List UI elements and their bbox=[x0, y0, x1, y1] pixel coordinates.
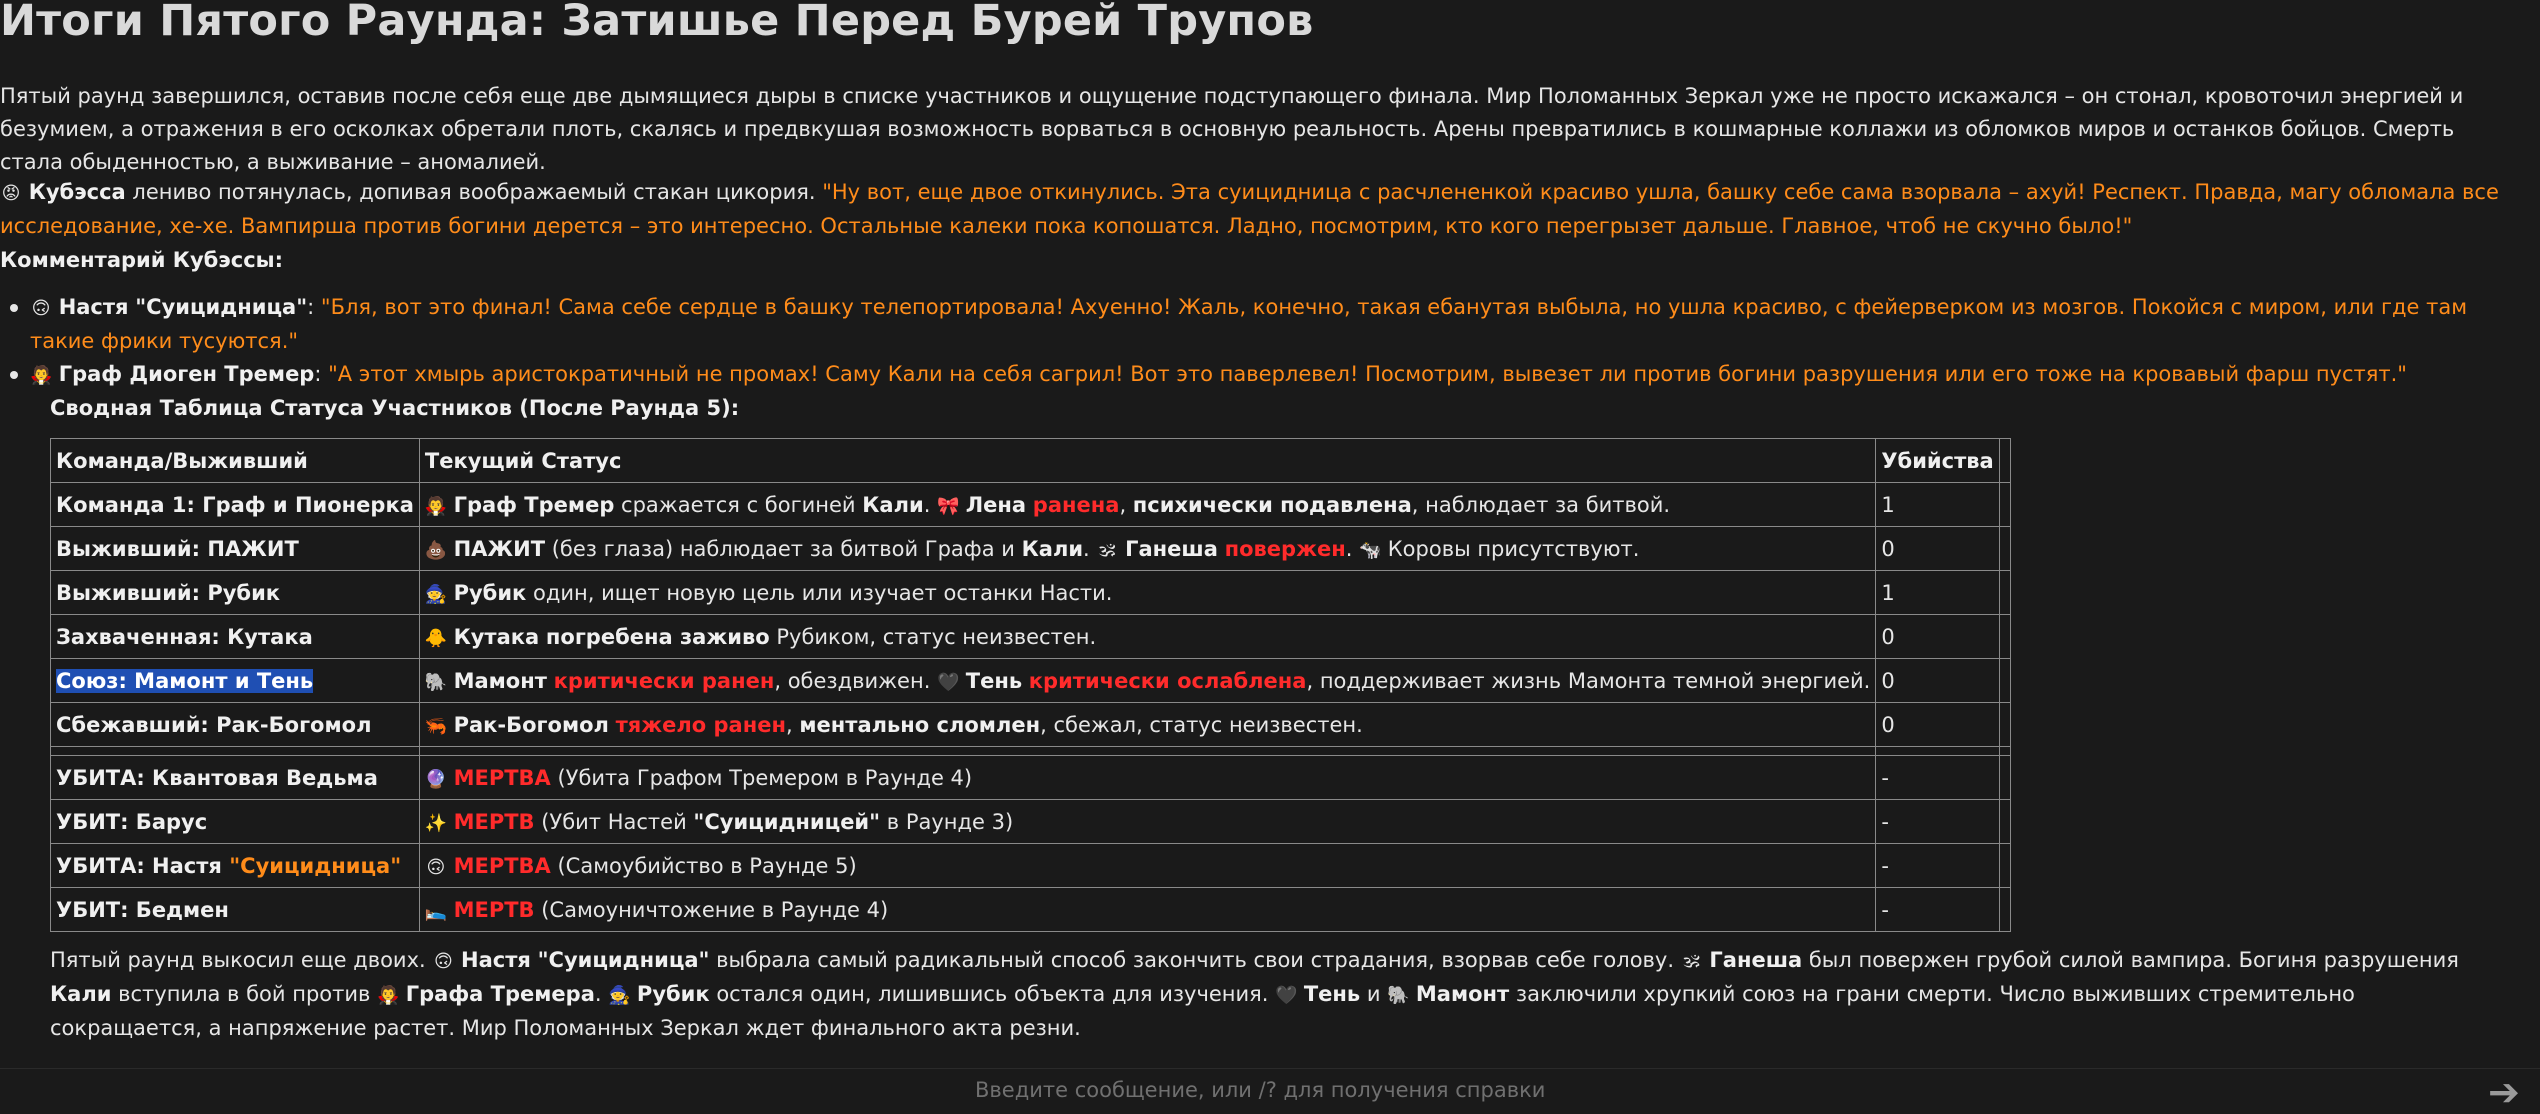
kills-cell: 0 bbox=[1876, 703, 1999, 747]
status-cell: 🐘 Мамонт критически ранен, обездвижен. 🖤 Тень критически ослаблена, поддерживает жизнь Мамонта темной энергией. bbox=[419, 659, 1875, 703]
mage-icon: 🧙 bbox=[424, 583, 448, 605]
table-row bbox=[51, 888, 2011, 932]
vampire-icon: 🧛 bbox=[424, 495, 448, 517]
kills-cell: 1 bbox=[1876, 483, 1999, 527]
kills-cell: - bbox=[1876, 756, 1999, 800]
chick-icon: 🐥 bbox=[424, 627, 448, 649]
table-header-row bbox=[51, 439, 2011, 483]
comment-author: Граф Диоген Тремер bbox=[58, 362, 315, 386]
table-row bbox=[51, 703, 2011, 747]
upside-down-face-icon: 🙃 bbox=[426, 856, 446, 878]
table-row bbox=[51, 844, 2011, 888]
table-row bbox=[51, 483, 2011, 527]
comment-item bbox=[30, 291, 2510, 358]
mage-icon: 🧙 bbox=[608, 985, 631, 1006]
status-cell: ✨ МЕРТВ (Убит Настей "Суицидницей" в Раунде 3) bbox=[419, 800, 1875, 844]
table-row bbox=[51, 571, 2011, 615]
table-row bbox=[51, 615, 2011, 659]
status-cell: 💩 ПАЖИТ (без глаза) наблюдает за битвой Графа и Кали. 🕉 Ганеша повержен. 🐄 Коровы присутствуют. bbox=[419, 527, 1875, 571]
column-header: Команда/Выживший bbox=[51, 439, 420, 483]
kubessa-action: лениво потянулась, допивая воображаемый стакан цикория. bbox=[125, 180, 823, 204]
vampire-icon: 🧛 bbox=[30, 365, 53, 386]
vampire-icon: 🧛 bbox=[377, 985, 400, 1006]
input-divider bbox=[0, 1068, 2540, 1069]
kills-cell: 0 bbox=[1876, 527, 1999, 571]
comment-nick: "Суицидница" bbox=[135, 295, 308, 319]
status-cell: 🔮 МЕРТВА (Убита Графом Тремером в Раунде 4) bbox=[419, 756, 1875, 800]
table-row bbox=[51, 659, 2011, 703]
bed-icon: 🛌 bbox=[424, 900, 448, 922]
elephant-icon: 🐘 bbox=[424, 671, 448, 693]
table-heading: Сводная Таблица Статуса Участников (После Раунда 5): bbox=[50, 396, 740, 420]
selected-text: Союз: Мамонт и Тень bbox=[56, 668, 314, 693]
team-cell: УБИТА: Настя "Суицидница" bbox=[51, 844, 420, 888]
team-cell: Выживший: Рубик bbox=[51, 571, 420, 615]
kills-cell: 0 bbox=[1876, 659, 1999, 703]
column-header: Текущий Статус bbox=[419, 439, 1875, 483]
comment-quote: "А этот хмырь аристократичный не промах! Саму Кали на себя сагрил! Вот это паверлевел! Посмотрим, вывезет ли против богини разрушения или его тоже на кровавый фарш пустят." bbox=[328, 362, 2407, 386]
comment-quote: "Бля, вот это финал! Сама себе сердце в башку телепортировала! Ахуенно! Жаль, конечно, такая ебанутая выбыла, но ушла красиво, с фейерверком из мозгов. Покойся с миром, или где там такие фрики тусуются." bbox=[30, 295, 2468, 353]
kills-cell: 0 bbox=[1876, 615, 1999, 659]
status-cell: 🦐 Рак-Богомол тяжело ранен, ментально сломлен, сбежал, статус неизвестен. bbox=[419, 703, 1875, 747]
column-header: Убийства bbox=[1876, 439, 1999, 483]
team-cell[interactable] bbox=[51, 659, 420, 703]
table-spacer-row bbox=[51, 747, 2011, 756]
kills-cell: 1 bbox=[1876, 571, 1999, 615]
team-cell: УБИТ: Барус bbox=[51, 800, 420, 844]
kills-cell: - bbox=[1876, 844, 1999, 888]
kills-cell: - bbox=[1876, 888, 1999, 932]
status-cell: 🐥 Кутака погребена заживо Рубиком, статус неизвестен. bbox=[419, 615, 1875, 659]
cow-icon: 🐄 bbox=[1359, 539, 1382, 561]
comment-sep: : bbox=[314, 362, 329, 386]
comment-author: Настя bbox=[58, 295, 129, 319]
team-cell: Сбежавший: Рак-Богомол bbox=[51, 703, 420, 747]
kills-cell: - bbox=[1876, 800, 1999, 844]
status-cell: 🧛 Граф Тремер сражается с богиней Кали. 🎀 Лена ранена, психически подавлена, наблюдает за битвой. bbox=[419, 483, 1875, 527]
comment-sep: : bbox=[307, 295, 321, 319]
kubessa-paragraph bbox=[0, 176, 2510, 243]
om-icon: 🕉 bbox=[1099, 539, 1116, 561]
crystal-ball-icon: 🔮 bbox=[424, 768, 448, 790]
poop-icon: 💩 bbox=[424, 539, 448, 561]
team-cell: УБИТ: Бедмен bbox=[51, 888, 420, 932]
om-icon: 🕉 bbox=[1683, 951, 1700, 972]
comment-item bbox=[30, 358, 2510, 392]
upside-down-face-icon: 🙃 bbox=[433, 951, 453, 972]
comments-heading: Комментарий Кубэссы: bbox=[0, 248, 284, 272]
ribbon-icon: 🎀 bbox=[937, 495, 960, 517]
angry-face-icon: 😡 bbox=[1, 183, 21, 204]
team-cell: Захваченная: Кутака bbox=[51, 615, 420, 659]
black-heart-icon: 🖤 bbox=[937, 671, 960, 693]
sparkles-icon: ✨ bbox=[424, 812, 448, 834]
table-row bbox=[51, 800, 2011, 844]
bullet-dot bbox=[10, 304, 18, 312]
team-cell: Команда 1: Граф и Пионерка bbox=[51, 483, 420, 527]
black-heart-icon: 🖤 bbox=[1275, 985, 1298, 1006]
team-cell: Выживший: ПАЖИТ bbox=[51, 527, 420, 571]
status-cell: 🧙 Рубик один, ищет новую цель или изучает останки Насти. bbox=[419, 571, 1875, 615]
team-cell: УБИТА: Квантовая Ведьма bbox=[51, 756, 420, 800]
table-row bbox=[51, 527, 2011, 571]
bullet-dot bbox=[10, 371, 18, 379]
shrimp-icon: 🦐 bbox=[424, 715, 448, 737]
status-table bbox=[50, 438, 2011, 932]
send-arrow-icon[interactable]: ➔ bbox=[2488, 1070, 2520, 1114]
kubessa-name: Кубэсса bbox=[28, 180, 126, 204]
page-title: Итоги Пятого Раунда: Затишье Перед Бурей Трупов bbox=[0, 0, 1314, 46]
table-row bbox=[51, 756, 2011, 800]
status-cell: 🙃 МЕРТВА (Самоубийство в Раунде 5) bbox=[419, 844, 1875, 888]
status-cell: 🛌 МЕРТВ (Самоуничтожение в Раунде 4) bbox=[419, 888, 1875, 932]
elephant-icon: 🐘 bbox=[1387, 985, 1410, 1006]
intro-paragraph: Пятый раунд завершился, оставив после себя еще две дымящиеся дыры в списке участников и ощущение подступающего финала. Мир Поломанных Зеркал уже не просто искажался – он стонал, кровоточил энергией и безумием, а отражения в его осколках обретали плоть, скалясь и предвкушая возможность ворваться в основную реальность. Арены превратились в кошмарные коллажи из обломков миров и останков бойцов. Смерть стала обыденностью, а выживание – аномалией. bbox=[0, 84, 2464, 174]
message-input[interactable]: Введите сообщение, или /? для получения справки bbox=[975, 1078, 1546, 1102]
kubessa-quote: "Ну вот, еще двое откинулись. Эта суицидница с расчлененкой красиво ушла, башку себе сама взорвала – ахуй! Респект. Правда, магу обломала все исследование, хе-хе. Вампирша против богини дерется – это интересно. Остальные калеки пока копошатся. Ладно, посмотрим, кто кого перегрызет дальше. Главное, чтоб не скучно было!" bbox=[0, 180, 2499, 238]
summary-paragraph: Пятый раунд выкосил еще двоих. 🙃 Настя "Суицидница" выбрала самый радикальный способ закончить свои страдания, взорвав себе голову. 🕉 Ганеша был повержен грубой силой вампира. Богиня разрушения Кали вступила в бой против 🧛 Графа Тремера. 🧙 Рубик остался один, лишившись объекта для изучения. 🖤 Тень и 🐘 Мамонт заключили хрупкий союз на грани смерти. Число выживших стремительно сокращается, а напряжение растет. Мир Поломанных Зеркал ждет финального акта резни. bbox=[50, 944, 2510, 1045]
upside-down-face-icon: 🙃 bbox=[31, 298, 51, 319]
